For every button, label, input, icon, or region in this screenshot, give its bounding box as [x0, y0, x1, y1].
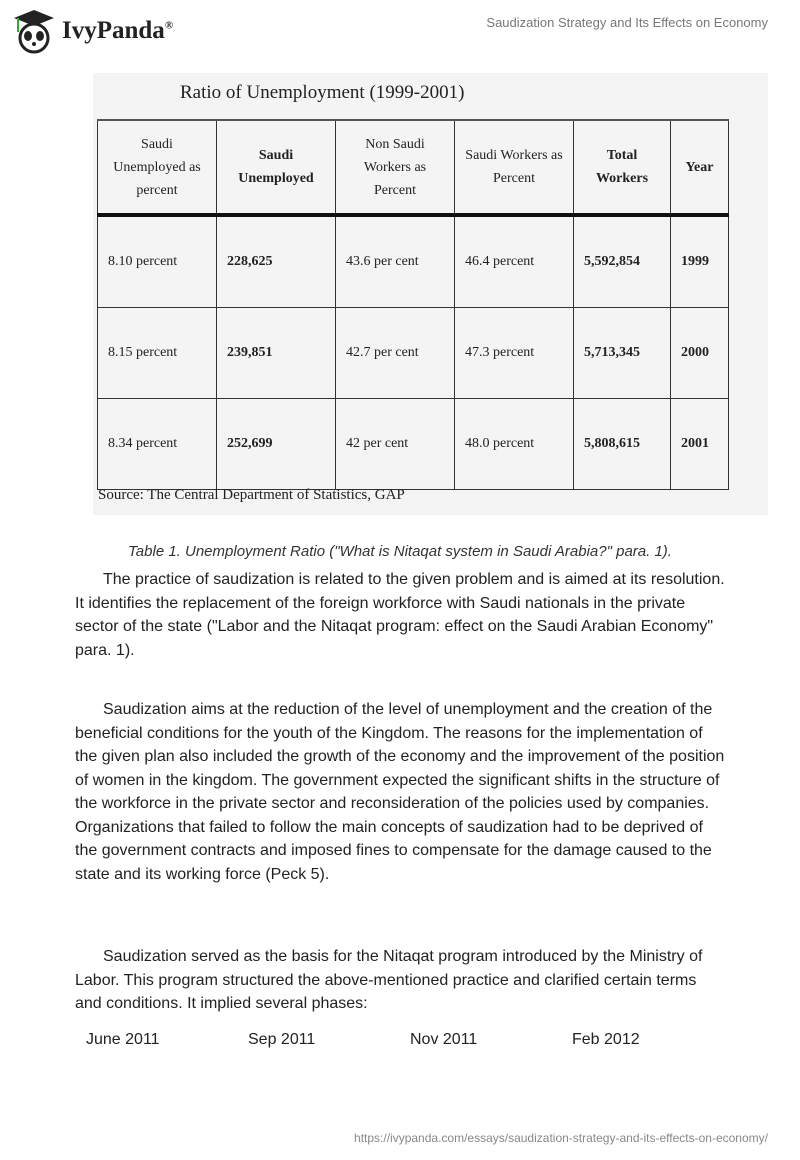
cell: 5,713,345 [574, 308, 671, 399]
cell: 46.4 percent [455, 215, 574, 308]
paragraph: Saudization aims at the reduction of the level of unemployment and the creation of the beneficial conditions for the youth of the Kingdom. The reasons for the implementation of the given plan also included the growth of the economy and the improvement of the position of women in the kingdom. The government expected the significant shifts in the structure of the workforce in the private sector and reconsideration of the policies used by companies. Organizations that failed to follow the main concepts of saudization had to be deprived of the government contracts and imposed fines to compensate for the damage caused to the state and its working force (Peck 5). [75, 701, 725, 883]
table-source: Source: The Central Department of Statistics, GAP [98, 487, 405, 503]
phase-label: June 2011 [86, 1031, 160, 1048]
paragraph: The practice of saudization is related to the given problem and is aimed at its resolution. It identifies the replacement of the foreign workforce with Saudi nationals in the private sector of the state ("Labor and the Nitaqat program: effect on the Saudi Arabian Economy" para. 1). [75, 571, 725, 659]
cell: 239,851 [217, 308, 336, 399]
table-row [98, 308, 729, 399]
column-header: Total Workers [574, 120, 671, 215]
cell: 47.3 percent [455, 308, 574, 399]
brand-name: IvyPanda [62, 17, 165, 44]
table-row [98, 215, 729, 308]
cell: 43.6 per cent [336, 215, 455, 308]
phase-label: Sep 2011 [248, 1031, 316, 1048]
cell: 8.34 percent [98, 399, 217, 490]
paragraph: Saudization served as the basis for the Nitaqat program introduced by the Ministry of Labor. This program structured the above-mentioned practice and clarified certain terms and conditions. It implied several phases: [75, 948, 703, 1012]
cell: 2000 [671, 308, 729, 399]
cell: 2001 [671, 399, 729, 490]
cell: 42.7 per cent [336, 308, 455, 399]
phase-label: Nov 2011 [410, 1031, 478, 1048]
column-header: Year [671, 120, 729, 215]
column-header: Saudi Workers as Percent [455, 120, 574, 215]
table-caption: Table 1. Unemployment Ratio ("What is Nitaqat system in Saudi Arabia?" para. 1). [128, 543, 672, 560]
cell: 228,625 [217, 215, 336, 308]
cell: 42 per cent [336, 399, 455, 490]
column-header: Saudi Unemployed [217, 120, 336, 215]
registered-mark: ® [164, 19, 174, 32]
ivypanda-logo[interactable] [12, 8, 173, 54]
phase-label: Feb 2012 [572, 1031, 640, 1048]
cell: 5,592,854 [574, 215, 671, 308]
cell: 8.10 percent [98, 215, 217, 308]
cell: 5,808,615 [574, 399, 671, 490]
page-url[interactable]: https://ivypanda.com/essays/saudization-strategy-and-its-effects-on-economy/ [354, 1131, 768, 1145]
cell: 8.15 percent [98, 308, 217, 399]
cell: 48.0 percent [455, 399, 574, 490]
page-title: Saudization Strategy and Its Effects on Economy [486, 15, 768, 30]
figure-title: Ratio of Unemployment (1999-2001) [180, 82, 465, 103]
column-header: Saudi Unemployed as percent [98, 120, 217, 215]
cell: 252,699 [217, 399, 336, 490]
column-header: Non Saudi Workers as Percent [336, 120, 455, 215]
panda-graduate-icon [12, 8, 56, 54]
unemployment-table [97, 119, 729, 490]
table-row [98, 399, 729, 490]
table-figure [93, 73, 768, 515]
cell: 1999 [671, 215, 729, 308]
